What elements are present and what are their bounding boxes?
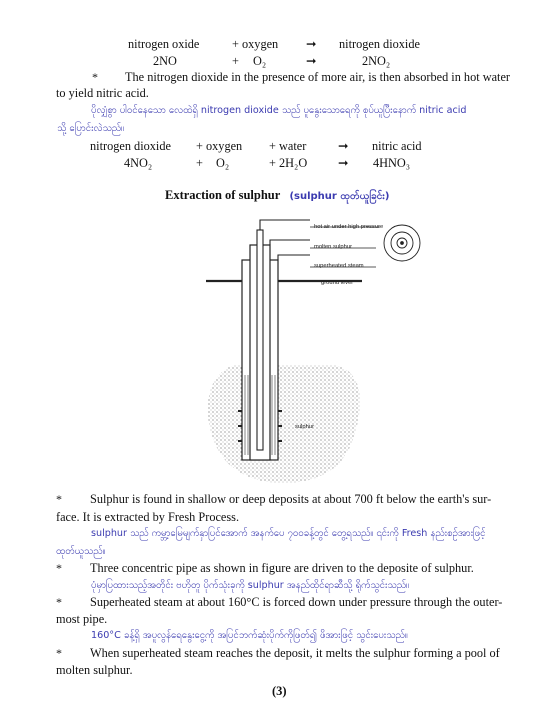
eq1-product: nitrogen dioxide: [339, 37, 420, 51]
bullet2-mm-line1: ပုံမှာပြထားသည့်အတိုင်း ဗဟိုတူ ပိုက်သုံးခုကို sulphur အနည်ထိုင်ရာဆီသို့ ရိုက်သွင်းသည်။: [91, 580, 409, 591]
bullet1-line2: face. It is extracted by Fresh Process.: [56, 510, 240, 524]
bullet1-mm-line2: ထုတ်ယူသည်။: [56, 546, 106, 557]
label-superheated-steam: superheated steam: [314, 263, 364, 269]
eq1-arrow-2: ➞: [306, 54, 317, 68]
eq1-formula-3: 2NO₂: [362, 54, 391, 68]
sulphur-deposit: [208, 365, 360, 483]
bullet4-line1: When superheated steam reaches the deposit, it melts the sulphur forming a pool of: [90, 646, 500, 660]
bullet3-line1: Superheated steam at about 160°C is forced down under pressure through the outer-: [90, 595, 503, 609]
label-hot-air: hot air under high pressure: [314, 224, 384, 230]
bullet3-mm-line1: 160°C ခန့်ရှိ အပူလွန်ရေနွေးငွေ့ကို အပြင်ဘက်ဆုံးပိုက်ကိုဖြတ်၍ ဖိအားဖြင့် သွင်းပေးသည်။: [91, 630, 408, 641]
eq2-arrow-2: ➞: [338, 156, 349, 170]
eq2-formula-4: 4HNO₃: [373, 156, 411, 170]
eq1-reactant-2: + oxygen: [232, 37, 279, 51]
label-sulphur: sulphur: [295, 424, 315, 430]
label-ground-level: ground level: [321, 280, 353, 286]
bullet-marker: *: [56, 492, 62, 506]
pipe-cross-section: [384, 225, 420, 261]
bullet-marker: *: [92, 70, 98, 84]
eq2-arrow: ➞: [338, 139, 349, 153]
eq2-plus: +: [196, 156, 203, 170]
eq1-arrow: ➞: [306, 37, 317, 51]
bullet2-line1: Three concentric pipe as shown in figure are driven to the deposite of sulphur.: [90, 561, 474, 575]
eq1-formula-1: 2NO: [153, 54, 177, 68]
frasch-process-diagram: [180, 215, 430, 490]
eq1-plus: +: [232, 54, 239, 68]
inner-pipe: [257, 230, 263, 450]
page-number: (3): [272, 684, 287, 698]
eq2-formula-1: 4NO₂: [124, 156, 153, 170]
eq2-reactant-2: + oxygen: [196, 139, 243, 153]
bullet1-line1: Sulphur is found in shallow or deep deposits at about 700 ft below the earth's sur-: [90, 492, 492, 506]
heading-myanmar: (sulphur ထုတ်ယူခြင်း): [289, 191, 390, 202]
eq2-reactant-1: nitrogen dioxide: [90, 139, 171, 153]
eq1-reactant-1: nitrogen oxide: [128, 37, 200, 51]
bullet-marker: *: [56, 595, 62, 609]
label-molten-sulphur: molten sulphur: [314, 244, 353, 250]
eq1-formula-2: O₂: [253, 54, 267, 68]
eq2-product: nitric acid: [372, 139, 422, 153]
eq2-formula-2: O₂: [216, 156, 230, 170]
eq2-reactant-3: + water: [269, 139, 307, 153]
para1-line1: The nitrogen dioxide in the presence of more air, is then absorbed in hot water: [125, 70, 511, 84]
bullet1-mm-line1: sulphur သည် ကမ္ဘာ့မြေမျက်နှာပြင်အောက် အနက်ပေ ၇၀၀ခန့်တွင် တွေ့ရသည်။ ၎င်းကို Fresh နည်းစဉ်အားဖြင့်: [91, 528, 486, 539]
bullet-marker: *: [56, 646, 62, 660]
para1-line2: to yield nitric acid.: [56, 86, 149, 100]
bullet3-line2: most pipe.: [56, 612, 108, 626]
bullet4-line2: molten sulphur.: [56, 663, 133, 677]
mm1-line1: ပိုလျှံစွာ ပါဝင်နေသော လေထဲရှိ nitrogen dioxide သည် ပူနွေးသောရေကို စုပ်ယူပြီးနောက် nitric acid: [91, 105, 467, 116]
eq2-formula-3: + 2H₂O: [269, 156, 308, 170]
section-heading: [165, 188, 389, 204]
mm1-line2: သို့ ပြောင်းလဲသည်။: [57, 123, 124, 134]
heading-title: Extraction of sulphur: [165, 188, 281, 202]
bullet-marker: *: [56, 561, 62, 575]
